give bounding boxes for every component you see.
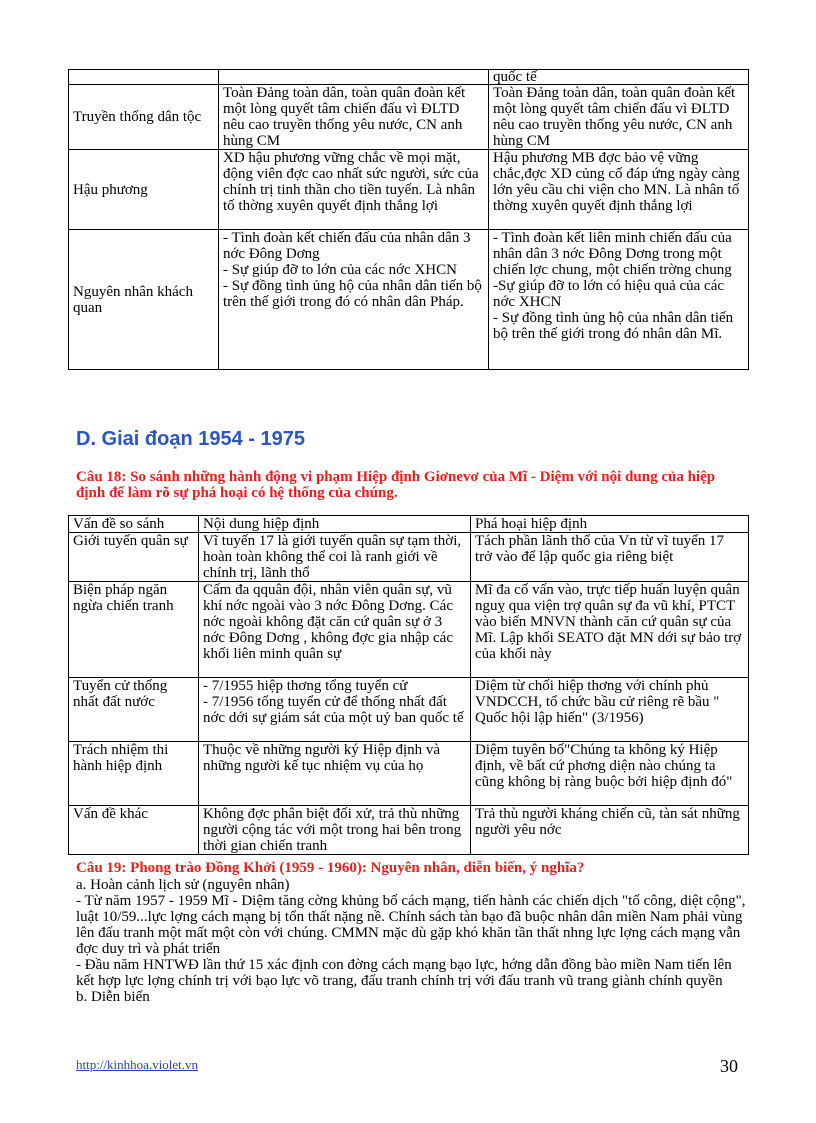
- table-cell: Diệm tuyên bố"Chúng ta không ký Hiệp định, về bất cứ phơng diện nào chúng ta cũng không bị ràng buộc bởi hiệp định đó": [471, 742, 749, 806]
- table-cell: [219, 70, 489, 85]
- column-header: Vấn đề so sánh: [69, 516, 199, 533]
- table-cell: Mĩ đa cố vấn vào, trực tiếp huấn luyện quân nguỵ qua viện trợ quân sự đa vũ khí, PTCT vào biến MNVN thành căn cứ quân sự của Mĩ. Lập khối SEATO đặt MN dới sự bảo trợ của khối này: [471, 582, 749, 678]
- question-18: Câu 18: So sánh những hành động vi phạm Hiệp định Giơnevơ của Mĩ - Diệm với nội dung của hiệp định để làm rõ sự phá hoại có hệ thống của chúng.: [76, 469, 716, 501]
- question-19: Câu 19: Phong trào Đồng Khởi (1959 - 1960): Nguyên nhân, diễn biến, ý nghĩa?: [76, 860, 585, 876]
- row-label: Hậu phương: [69, 150, 219, 230]
- agreement-violation-table: [68, 515, 749, 855]
- table-header-row: [69, 516, 749, 533]
- table-cell: - Tình đoàn kết liên minh chiến đấu của nhân dân 3 nớc Đông Dơng trong một chiến lợc chung, một chiến trờng chung -Sự giúp đỡ to lớn có hiệu quả của các nớc XHCN - Sự đồng tình ủng hộ của nhân dân tiến bộ trên thế giới trong đó nhân dân Mĩ.: [489, 230, 749, 370]
- table-cell: Thuộc về những người ký Hiệp định và những người kế tục nhiệm vụ của họ: [199, 742, 471, 806]
- row-label: Nguyên nhân khách quan: [69, 230, 219, 370]
- row-label: Truyền thống dân tộc: [69, 85, 219, 150]
- row-label: Giới tuyến quân sự: [69, 533, 199, 582]
- table-row: [69, 582, 749, 678]
- table-cell: [69, 70, 219, 85]
- table-cell: Vĩ tuyến 17 là giới tuyến quân sự tạm thời, hoàn toàn không thể coi là ranh giới về chính trị, lãnh thổ: [199, 533, 471, 582]
- table-row: [69, 70, 749, 85]
- footer-link[interactable]: http://kinhhoa.violet.vn: [76, 1057, 199, 1072]
- table-cell: - Tình đoàn kết chiến đấu của nhân dân 3 nớc Đông Dơng - Sự giúp đỡ to lớn của các nớc XHCN - Sự đồng tình ủng hộ của nhân dân tiến bộ trên thế giới trong đó có nhân dân Pháp.: [219, 230, 489, 370]
- table-row: [69, 678, 749, 742]
- table-row: [69, 150, 749, 230]
- table-row: [69, 533, 749, 582]
- table-cell: Trả thù người kháng chiến cũ, tàn sát những người yêu nớc: [471, 806, 749, 855]
- table-cell: Không đợc phân biệt đối xử, trả thù những người cộng tác với một trong hai bên trong thời gian chiến tranh: [199, 806, 471, 855]
- column-header: Phá hoại hiệp định: [471, 516, 749, 533]
- answer-body-text: a. Hoàn cảnh lịch sử (nguyên nhân) - Từ năm 1957 - 1959 Mĩ - Diệm tăng cờng khủng bố cách mạng, tiến hành các chiến dịch "tố công, diệt cộng", luật 10/59...lực lợng cách mạng bị tổn thất nặng nề. Chính sách tàn bạo đã buộc nhân dân miền Nam phải vùng lên đấu tranh một mất một còn với chúng. CMMN mặc dù gặp khó khăn tần thất nhng lực lợng cách mạng vẫn đợc duy trì và phát triển - Đầu năm HNTWĐ lần thứ 15 xác định con đờng cách mạng bạo lực, hớng dẫn đồng bào miền Nam tiến lên kết hợp lực lợng chính trị với bạo lực võ trang, đấu tranh chính trị với đấu tranh vũ trang giành chính quyền b. Diễn biến: [76, 877, 746, 1005]
- table-cell: Diệm từ chối hiệp thơng với chính phủ VNDCCH, tổ chức bầu cử riêng rẽ bầu " Quốc hội lập hiến" (3/1956): [471, 678, 749, 742]
- table-row: [69, 230, 749, 370]
- table-row: [69, 806, 749, 855]
- table-row: [69, 85, 749, 150]
- page-number: 30: [720, 1056, 738, 1076]
- table-cell: XD hậu phương vững chắc về mọi mặt, động viên đợc cao nhất sức người, sức của chính trị tinh thần cho tiền tuyến. Là nhân tố thờng xuyên quyết định thắng lợi: [219, 150, 489, 230]
- table-cell: Hậu phương MB đợc bảo vệ vững chắc,đợc XD củng cố đáp ứng ngày càng lớn yêu cầu chi viện cho MN. Là nhân tố thờng xuyên quyết định thắng lợi: [489, 150, 749, 230]
- row-label: Trách nhiệm thi hành hiệp định: [69, 742, 199, 806]
- table-cell: Cấm đa qquân đội, nhân viên quân sự, vũ khí nớc ngoài vào 3 nớc Đông Dơng. Các nớc ngoài không đặt căn cứ quân sự ở 3 nớc Đông Dơng , không đợc gia nhập các khối liên minh quân sự: [199, 582, 471, 678]
- table-cell: Toàn Đảng toàn dân, toàn quân đoàn kết một lòng quyết tâm chiến đấu vì ĐLTD nêu cao truyền thống yêu nước, CN anh hùng CM: [489, 85, 749, 150]
- table-cell: Toàn Đảng toàn dân, toàn quân đoàn kết một lòng quyết tâm chiến đấu vì ĐLTD nêu cao truyền thống yêu nước, CN anh hùng CM: [219, 85, 489, 150]
- section-title: D. Giai đoạn 1954 - 1975: [76, 428, 305, 450]
- row-label: Tuyển cử thống nhất đất nước: [69, 678, 199, 742]
- comparison-table-continued: [68, 69, 749, 370]
- table-cell: quốc tế: [489, 70, 749, 85]
- table-cell: - 7/1955 hiệp thơng tổng tuyển cử - 7/1956 tổng tuyển cử để thống nhất đất nớc dới sự giám sát của một uỷ ban quốc tế: [199, 678, 471, 742]
- row-label: Biện pháp ngăn ngừa chiến tranh: [69, 582, 199, 678]
- row-label: Vấn đề khác: [69, 806, 199, 855]
- column-header: Nội dung hiệp định: [199, 516, 471, 533]
- table-cell: Tách phần lãnh thổ của Vn từ vĩ tuyến 17 trở vào để lập quốc gia riêng biệt: [471, 533, 749, 582]
- table-row: [69, 742, 749, 806]
